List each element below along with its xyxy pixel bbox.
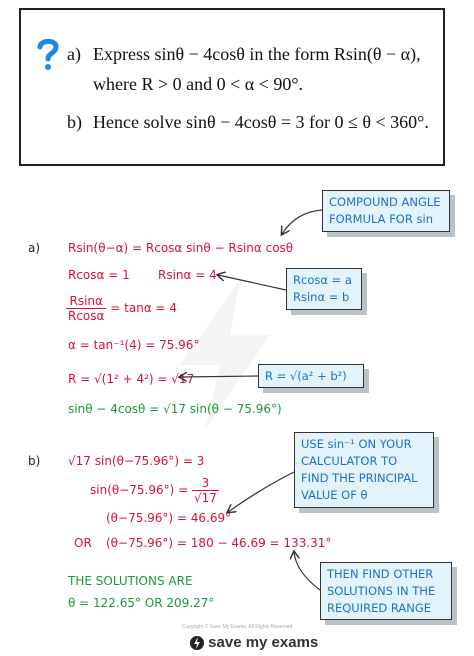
working-a-line2a: Rcosα = 1	[68, 268, 130, 282]
arrow-rformula	[180, 376, 258, 377]
brand-logo	[190, 634, 318, 651]
note-other-solutions: THEN FIND OTHER SOLUTIONS IN THE REQUIRED RANGE	[320, 562, 452, 620]
working-b-label: b)	[28, 454, 41, 468]
working-b-or: OR	[74, 536, 92, 550]
part-b-line1: Hence solve sinθ − 4cosθ = 3 for 0 ≤ θ < 360°.	[93, 112, 429, 132]
working-b-line2: sin(θ−75.96°) = $\frac{3}{√17}$	[90, 476, 217, 505]
part-a-label: a)	[67, 44, 81, 64]
sin-fraction: $\frac{3}{√17}$	[194, 476, 217, 505]
working-a-line6: sinθ − 4cosθ = √17 sin(θ − 75.96°)	[68, 402, 282, 416]
note-r-formula: R = √(a² + b²)	[258, 364, 364, 388]
note-rcos-rsin: Rcosα = a Rsinα = b	[286, 268, 362, 310]
solutions-values: θ = 122.65° OR 209.27°	[68, 596, 215, 610]
solutions-title: THE SOLUTIONS ARE	[68, 574, 193, 588]
note-compound-angle: COMPOUND ANGLE FORMULA FOR sin	[322, 190, 450, 232]
working-a-line4: α = tan⁻¹(4) = 75.96°	[68, 338, 200, 352]
brand-name: save my exams	[208, 634, 319, 651]
arrow-calculator	[228, 472, 294, 512]
working-a-line5: R = √(1² + 4²) = √17	[68, 372, 195, 386]
bolt-logo-icon	[190, 635, 204, 651]
part-b-label: b)	[67, 112, 82, 132]
working-a-line2b: Rsinα = 4	[158, 268, 217, 282]
arrow-other	[294, 552, 320, 590]
working-b-line4: (θ−75.96°) = 180 − 46.69 = 133.31°	[106, 536, 332, 550]
working-b-line3: (θ−75.96°) = 46.69°	[106, 511, 232, 525]
part-a-line1: Express sinθ − 4cosθ in the form Rsin(θ − α),	[93, 44, 421, 64]
arrow-rcos	[218, 275, 286, 290]
fraction-rhs: = tanα = 4	[110, 301, 178, 315]
copyright-text: Copyright © Save My Exams. All Rights Reserved	[181, 624, 293, 630]
working-a-line1: Rsin(θ−α) = Rcosα sinθ − Rsinα cosθ	[68, 241, 294, 255]
tan-fraction: $\frac{Rsin\alpha}{Rcos\alpha}$	[68, 294, 105, 323]
arrow-compound	[282, 210, 322, 234]
working-b-line1: √17 sin(θ−75.96°) = 3	[68, 454, 205, 468]
part-a-line2: where R > 0 and 0 < α < 90°.	[93, 74, 304, 94]
working-a-label: a)	[28, 241, 41, 255]
note-calculator: USE sin⁻¹ ON YOUR CALCULATOR TO FIND THE PRINCIPAL VALUE OF θ	[294, 432, 434, 508]
